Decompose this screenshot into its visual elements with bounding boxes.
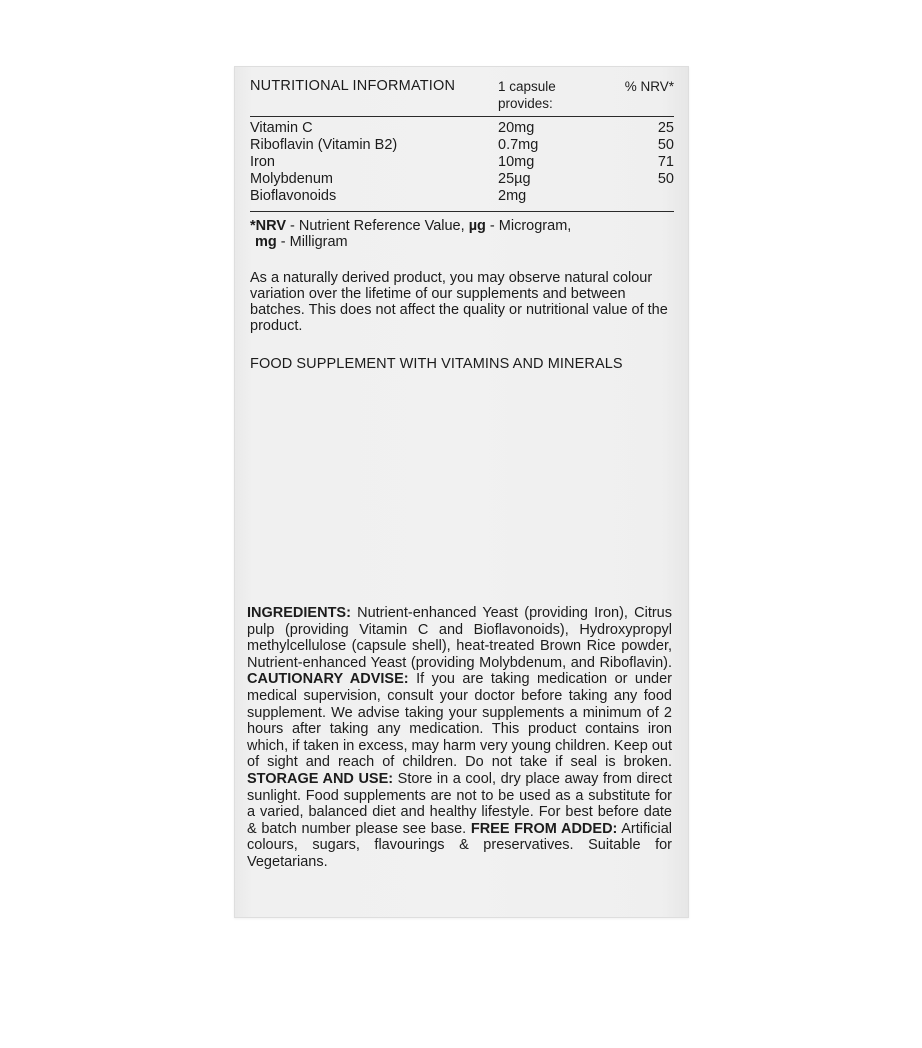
nutrient-nrv: 50 bbox=[657, 137, 674, 153]
caution-label: CAUTIONARY ADVISE: bbox=[247, 671, 409, 688]
nutrient-name: Iron bbox=[250, 154, 275, 170]
nutrient-nrv: 50 bbox=[657, 171, 674, 187]
nutrient-amount: 20mg bbox=[498, 120, 535, 136]
nrv-footnote bbox=[250, 218, 674, 250]
header-capsule-provides: 1 capsule provides: bbox=[498, 78, 598, 117]
ug-label: µg bbox=[468, 218, 486, 234]
nutrient-amount: 0.7mg bbox=[498, 137, 539, 153]
nutrient-name: Vitamin C bbox=[250, 120, 313, 136]
table-row bbox=[250, 117, 674, 138]
mg-label: mg bbox=[255, 234, 277, 250]
mg-text: - Milligram bbox=[276, 234, 348, 250]
mg-line bbox=[250, 234, 674, 250]
ingredients-block bbox=[247, 605, 672, 871]
table-row bbox=[250, 188, 674, 212]
nutrition-header-row bbox=[250, 78, 674, 117]
nutrient-amount: 10mg bbox=[498, 154, 535, 170]
free-from-text: Artificial colours, sugars, flavourings & preservatives. Suitable for Vegetarians. bbox=[247, 820, 672, 870]
nutrient-amount: 25µg bbox=[498, 171, 531, 187]
supplement-box-back bbox=[234, 66, 689, 918]
nutrient-nrv: 71 bbox=[657, 154, 674, 170]
nutrient-amount: 2mg bbox=[498, 188, 527, 204]
ug-text: - Microgram, bbox=[485, 218, 572, 234]
storage-label: STORAGE AND USE: bbox=[247, 770, 394, 787]
caution-text: If you are taking medication or under medical supervision, consult your doctor before taking any food supplement. We advise taking your supplements a minimum of 2 hours after taking any medication. This product contains iron which, if taken in excess, may harm very young children. Keep out of sight and reach of children. Do not take if seal is broken. bbox=[247, 671, 673, 771]
nrv-label: *NRV bbox=[250, 218, 286, 234]
table-row bbox=[250, 154, 674, 171]
table-row bbox=[250, 137, 674, 154]
free-from-label: FREE FROM ADDED: bbox=[470, 820, 618, 837]
nutrient-name: Molybdenum bbox=[250, 171, 334, 187]
nutrition-table bbox=[250, 78, 674, 212]
supplement-title: FOOD SUPPLEMENT WITH VITAMINS AND MINERALS bbox=[250, 356, 623, 372]
nutrient-nrv bbox=[598, 188, 674, 212]
header-nutritional-information: NUTRITIONAL INFORMATION bbox=[250, 78, 498, 117]
nutrient-name: Bioflavonoids bbox=[250, 188, 337, 204]
ingredients-label: INGREDIENTS: bbox=[247, 605, 351, 621]
nutrient-nrv: 25 bbox=[657, 120, 674, 136]
ingredients-text: Nutrient-enhanced Yeast (providing Iron), Citrus pulp (providing Vitamin C and Bioflavonoids), Hydroxypropyl methylcellulose (capsule shell), heat-treated Brown Rice powder, Nutrient-enhanced Yeast (providing Molybdenum, and Riboflavin). bbox=[247, 605, 672, 671]
nutrient-name: Riboflavin (Vitamin B2) bbox=[250, 137, 398, 153]
header-nrv: % NRV* bbox=[598, 78, 674, 117]
nrv-text: - Nutrient Reference Value, bbox=[286, 218, 469, 234]
natural-variation-note: As a naturally derived product, you may observe natural colour variation over the lifetime of our supplements and between batches. This does not affect the quality or nutritional value of the product. bbox=[250, 270, 668, 334]
storage-text: Store in a cool, dry place away from direct sunlight. Food supplements are not to be used as a substitute for a varied, balanced diet and healthy lifestyle. For best before date & batch number please see base. bbox=[247, 770, 672, 837]
table-row bbox=[250, 171, 674, 188]
nutrition-panel bbox=[250, 78, 674, 334]
